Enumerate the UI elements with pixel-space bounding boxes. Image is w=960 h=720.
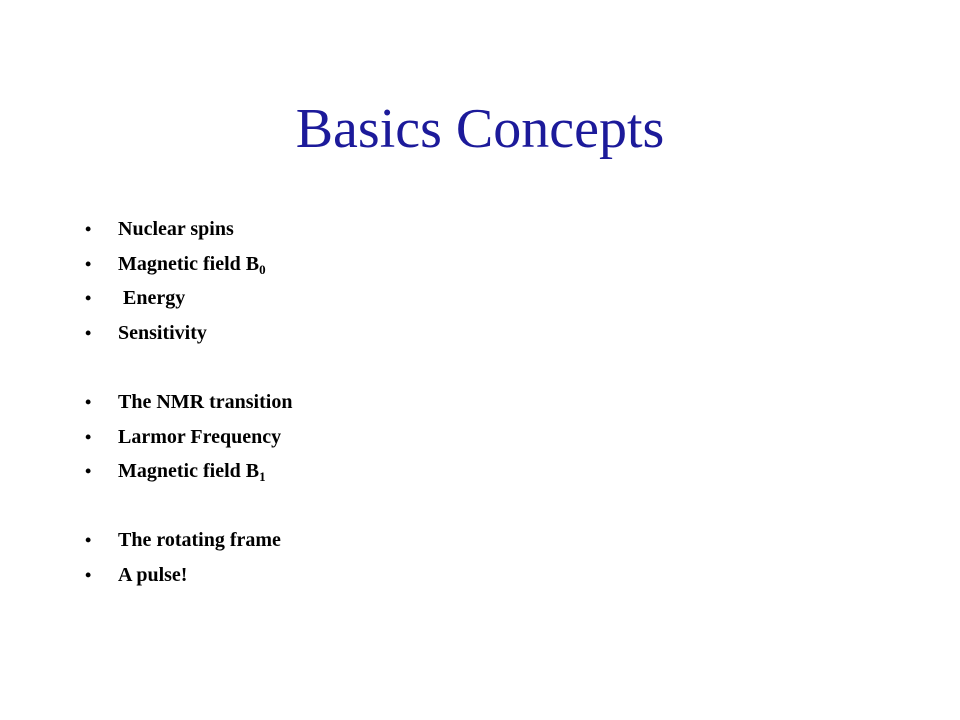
bullet-icon: • [85, 564, 92, 585]
subscript: 1 [259, 469, 266, 485]
list-item-label: A pulse! [118, 563, 188, 586]
list-item-label: Larmor Frequency [118, 425, 282, 448]
bullet-icon: • [85, 530, 92, 551]
list-item-label: The rotating frame [118, 529, 281, 552]
slide-title: Basics Concepts [295, 98, 665, 160]
subscript: 0 [259, 261, 266, 277]
list-item-label: The NMR transition [118, 390, 293, 413]
list-item-label: Magnetic field $B_1$ [118, 460, 266, 485]
bullet-icon: • [85, 253, 92, 274]
bullet-icon: • [85, 219, 92, 239]
bullet-icon: • [85, 322, 92, 343]
bullet-icon: • [85, 461, 92, 482]
list-item-label: Energy [118, 287, 186, 310]
list-item-label: Nuclear spins [118, 218, 234, 240]
bullet-icon: • [85, 426, 92, 447]
bullet-icon: • [85, 391, 92, 412]
list-item-label: Magnetic field $B_0$ [118, 252, 266, 277]
bullet-icon: • [85, 288, 92, 309]
list-item-label: Sensitivity [118, 321, 207, 344]
